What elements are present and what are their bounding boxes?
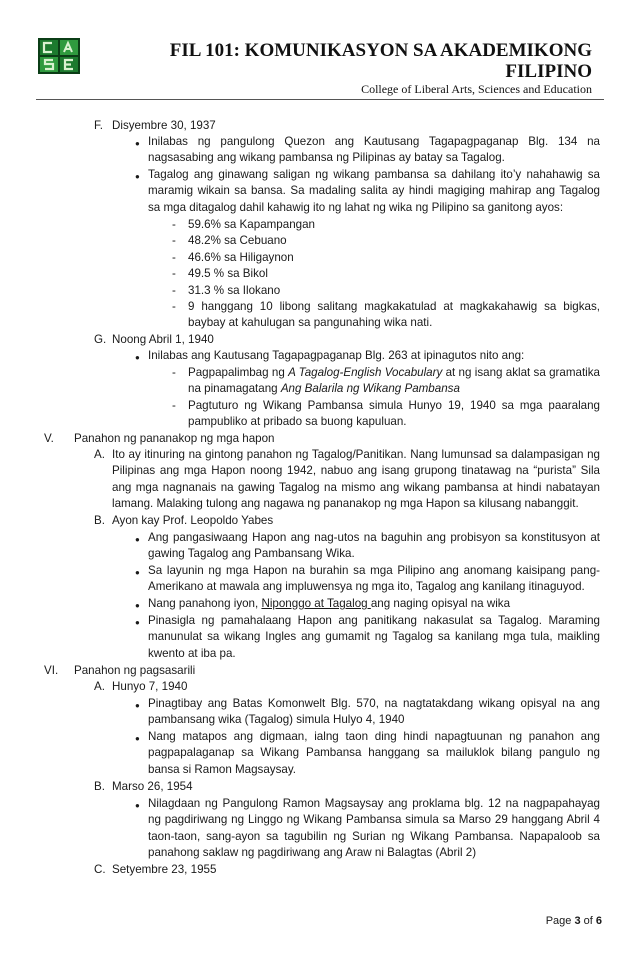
f-dash-4: 49.5 % sa Bikol — [188, 267, 268, 280]
dash-marker: - — [172, 218, 176, 231]
item-marker-vb: B. — [94, 514, 105, 527]
g-bullet-1: Inilabas ang Kautusang Tagapagpaganap Blg. 263 at ipinagutos nito ang: — [148, 349, 525, 362]
dash-marker: - — [172, 234, 176, 247]
vi-a-bullet-2: Nang matapos ang digmaan, ialng taon ding hindi napagtuunan ng panahon ang pagpapalaganap sa Wikang Pambansa hanggang sa mailuklok bilang pangulo ng bansa si Ramon Magsaysay. — [148, 730, 600, 776]
vi-b-bullet-1: Nilagdaan ng Pangulong Ramon Magsaysay ang proklama blg. 12 na nagpapahayag ng pagdiriwang ng Linggo ng Wikang Pambansa simula sa Marso 29 hanggang Abril 4 taon-taon, sang-ayon sa tagubilin ng Surian ng Wikang Pambansa. Napapaloob sa panahong saklaw ng pagdiriwang ang Araw ni Balagtas (Abril 2) — [148, 797, 600, 860]
of-label: of — [580, 915, 596, 927]
section-marker-v: V. — [44, 432, 54, 445]
vi-a-bullet-1: Pinagtibay ang Batas Komonwelt Blg. 570, na nagtatakdang wikang opisyal na ang pambansang wika (Tagalog) simula Hulyo 4, 1940 — [148, 697, 600, 727]
item-marker-va: A. — [94, 448, 105, 461]
f-bullet-2: Tagalog ang ginawang saligan ng wikang pambansa sa dahilang ito’y nahahawig sa maramig wikain sa bansa. Sa madaling salita ay hindi magiging mahirap ang Tagalog sa mga ditagalog dahil kahawig ito ng lahat ng wika ng Pilipino sa ganitong ayos: — [148, 168, 600, 214]
vi-a-heading: Hunyo 7, 1940 — [112, 680, 188, 693]
document-title — [152, 40, 592, 82]
v-b-bullet-1: Ang pangasiwaang Hapon ang nag-utos na baguhin ang probisyon sa konstitusyon at gawing Tagalog ang Pambansang Wika. — [148, 531, 600, 561]
v-b-heading: Ayon kay Prof. Leopoldo Yabes — [112, 514, 274, 527]
f-dash-6: 9 hanggang 10 libong salitang magkakatulad at magkakahawig sa bigkas, baybay at kahulugan sa pangunahing wika nati. — [188, 300, 600, 330]
header-divider — [36, 99, 604, 100]
page-number: 3 — [574, 915, 581, 927]
f-dash-1: 59.6% sa Kapampangan — [188, 218, 315, 231]
title-line-2: FILIPINO — [505, 61, 592, 82]
college-logo — [38, 38, 80, 74]
dash-marker: - — [172, 267, 176, 280]
v-b-bullet-3: Nang panahong iyon, Niponggo at Tagalog ang naging opisyal na wika — [148, 597, 511, 610]
g-dash-1: Pagpapalimbag ng A Tagalog-English Vocabulary at ng isang aklat sa gramatika na pinamagatang Ang Balarila ng Wikang Pambansa — [188, 366, 600, 396]
title-line-1: FIL 101: KOMUNIKASYON SA AKADEMIKONG — [169, 40, 592, 61]
bullet-icon: ● — [135, 734, 140, 743]
bullet-icon: ● — [135, 535, 140, 544]
item-marker-f: F. — [94, 119, 104, 132]
item-marker-g: G. — [94, 333, 107, 346]
g-dash-2: Pagtuturo ng Wikang Pambansa simula Hunyo 19, 1940 sa mga paaralang pampubliko at pribado sa buong kapuluan. — [188, 399, 600, 429]
college-subtitle: College of Liberal Arts, Sciences and Education — [361, 82, 592, 96]
bullet-icon: ● — [135, 568, 140, 577]
f-dash-5: 31.3 % sa Ilokano — [188, 284, 281, 297]
page-footer — [546, 915, 602, 927]
f-dash-3: 46.6% sa Hiligaynon — [188, 251, 294, 264]
f-bullet-1: Inilabas ng pangulong Quezon ang Kautusang Tagapagpaganap Blg. 134 na nagsasabing ang wikang pambansa ng Pilipinas ay batay sa Tagalog. — [148, 135, 600, 165]
v-b-bullet-4: Pinasigla ng pamahalaang Hapon ang panitikang nakasulat sa Tagalog. Maraming manunulat sa wikang Ingles ang gumamit ng Tagalog sa kanilang mga tula, maikling kwento at iba pa. — [148, 614, 600, 660]
section-heading-v: Panahon ng pananakop ng mga hapon — [74, 432, 275, 445]
section-marker-vi: VI. — [44, 664, 59, 677]
vi-b-heading: Marso 26, 1954 — [112, 780, 193, 793]
dash-marker: - — [172, 399, 176, 412]
item-marker-vic: C. — [94, 863, 106, 876]
dash-marker: - — [172, 284, 176, 297]
item-heading-f: Disyembre 30, 1937 — [112, 119, 216, 132]
item-heading-g: Noong Abril 1, 1940 — [112, 333, 214, 346]
page-total: 6 — [595, 915, 602, 927]
bullet-icon: ● — [135, 172, 140, 181]
item-marker-vib: B. — [94, 780, 105, 793]
v-b-bullet-2: Sa layunin ng mga Hapon na burahin sa mga Pilipino ang anomang kaisipang pang-Amerikano at mawala ang impluwensya ng mga ito, Tagalog ang kanilang itinaguyod. — [148, 564, 600, 594]
bullet-icon: ● — [135, 139, 140, 148]
bullet-icon: ● — [135, 701, 140, 710]
v-a-text: Ito ay itinuring na gintong panahon ng Tagalog/Panitikan. Nang lumunsad sa dalampasigan ng Pilipinas ang mga Hapon noong 1942, nabuo ang isang grupong tinatawag na “purista” Sila ang mga nagnanais na gawing Tagalog na mismo ang wikang pambansa at hindi nabatayan lamang. Malaking tulong ang nagawa ng pananakop ng mga Hapon sa kilusang nabanggit. — [112, 448, 600, 511]
item-marker-via: A. — [94, 680, 105, 693]
vi-c-heading: Setyembre 23, 1955 — [112, 863, 217, 876]
section-heading-vi: Panahon ng pagsasarili — [74, 664, 196, 677]
dash-marker: - — [172, 300, 176, 313]
bullet-icon: ● — [135, 801, 140, 810]
bullet-icon: ● — [135, 353, 140, 362]
f-dash-2: 48.2% sa Cebuano — [188, 234, 287, 247]
dash-marker: - — [172, 251, 176, 264]
bullet-icon: ● — [135, 618, 140, 627]
page-label: Page — [545, 915, 575, 927]
dash-marker: - — [172, 366, 176, 379]
bullet-icon: ● — [135, 601, 140, 610]
